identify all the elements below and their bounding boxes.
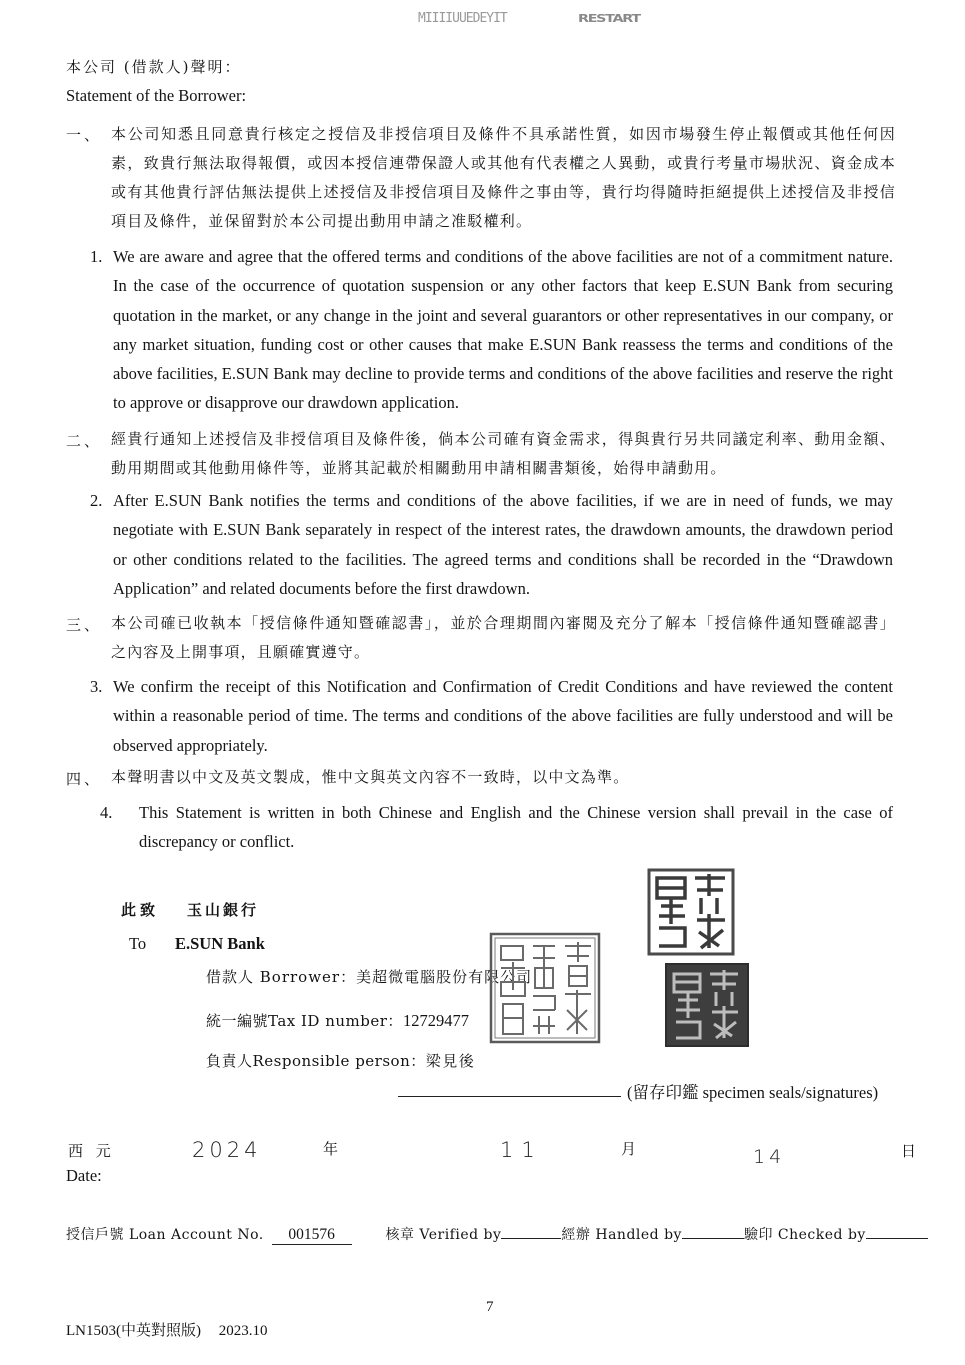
date-day-handwritten: 14 [753,1146,786,1168]
footer-verification-row [66,1224,928,1245]
tax-id-label: 統一編號Tax ID number： [206,1012,403,1030]
responsible-person-row [206,1050,475,1071]
checked-by-label: 驗印 Checked by [743,1227,866,1243]
loan-account-label: 授信戶號 Loan Account No. [66,1227,264,1243]
date-year-label: 年 [323,1140,340,1158]
declaration-title-en: Statement of the Borrower: [66,86,247,105]
tax-id-row [206,1010,469,1031]
specimen-seal-lower [664,962,750,1048]
clause-4-text-zh: 本聲明書以中文及英文製成，惟中文與英文內容不一致時，以中文為準。 [111,768,630,786]
declaration-title-zh: 本公司 (借款人)聲明： [66,58,242,76]
form-code [66,1319,268,1340]
checked-by-blank [866,1225,928,1239]
handled-by-blank [682,1225,744,1239]
clause-2-text-zh: 經貴行通知上述授信及非授信項目及條件後，倘本公司確有資金需求，得與貴行另共同議定利率、動用金額、動用期間或其他動用條件等，並將其記載於相關動用申請相關書類後，始得申請動用。 [111,430,896,477]
borrower-row [206,966,532,987]
addressee-bank-en: E.SUN Bank [175,934,265,953]
clause-4-number-en: 4. [100,803,113,822]
borrower-label: 借款人 Borrower： [206,968,357,986]
header-scan-mark-right: RESTART [578,12,640,25]
clause-3-text-zh: 本公司確已收執本「授信條件通知暨確認書」，並於合理期間內審閱及充分了解本「授信條件通知暨確認書」之內容及上開事項，且願確實遵守。 [111,614,896,661]
date-day-label: 日 [901,1142,918,1160]
date-year-handwritten: 2024 [192,1138,262,1162]
responsible-person-label: 負責人Responsible person： [206,1052,426,1070]
form-code-id: LN1503(中英對照版) [66,1323,201,1339]
tax-id-value: 12729477 [402,1011,469,1030]
borrower-name: 美超微電腦股份有限公司 [356,968,533,986]
clause-4-text-en: This Statement is written in both Chinese and English and the Chinese version shall prevail in the case of discrepancy or conflict. [139,803,893,852]
date-label-en: Date: [66,1166,102,1185]
clause-4-number-zh: 四、 [66,770,103,788]
addressee-to-en: To [129,934,147,953]
addressee-bank-zh: 玉山銀行 [187,901,260,919]
specimen-seal-caption: (留存印鑑 specimen seals/signatures) [627,1083,879,1102]
clause-1-text-zh: 本公司知悉且同意貴行核定之授信及非授信項目及條件不具承諾性質，如因市場發生停止報價或其他任何因素，致貴行無法取得報價，或因本授信連帶保證人或其他有代表權之人異動，或貴行考量市場狀況、資金成本或有其他貴行評估無法提供上述授信及非授信項目及條件之事由等，貴行均得隨時拒絕提供上述授信及非授信項目及條件，並保留對於本公司提出動用申請之准駁權利。 [111,125,896,230]
clause-1-number-en: 1. [90,247,103,266]
clause-3-number-en: 3. [90,677,103,696]
clause-3-text-en: We confirm the receipt of this Notification and Confirmation of Credit Conditions and have reviewed the content within a reasonable period of time. The terms and conditions of the above facilities are fully understood and will be observed appropriately. [113,677,893,755]
form-code-date: 2023.10 [218,1323,268,1339]
addressee-to-zh: 此致 [121,901,160,919]
date-month-handwritten: 11 [500,1138,543,1162]
company-seal [489,932,601,1044]
specimen-seal-upper [647,868,735,956]
clause-2-number-en: 2. [90,491,103,510]
verified-by-label: 核章 Verified by [385,1227,502,1243]
loan-account-value: 001576 [272,1226,352,1245]
responsible-person-value: 梁見後 [425,1052,476,1070]
header-scan-mark-left: MIIIIUUEDEYIT [418,11,507,26]
date-month-label: 月 [621,1140,638,1158]
page-number: 7 [486,1299,494,1315]
verified-by-blank [501,1225,561,1239]
clause-3-number-zh: 三、 [66,616,103,634]
signature-line [398,1096,621,1097]
handled-by-label: 經辦 Handled by [561,1227,682,1243]
date-prefix-zh: 西 元 [68,1142,115,1160]
clause-1-number-zh: 一、 [66,126,103,144]
clause-2-number-zh: 二、 [66,432,103,450]
clause-1-text-en: We are aware and agree that the offered terms and conditions of the above facilities are not of a commitment nature. In the case of the occurrence of quotation suspension or any other factors that keep E.SUN Bank from securing quotation in the market, or any change in the joint and several guarantors or other representatives in our company, or any market situation, funding cost or other causes that make E.SUN Bank reassess the terms and conditions of the above facilities, E.SUN Bank may decline to provide terms and conditions of the above facilities and reserve the right to approve or disapprove our drawdown application. [113,247,893,413]
clause-2-text-en: After E.SUN Bank notifies the terms and conditions of the above facilities, if we are in need of funds, we may negotiate with E.SUN Bank separately in respect of the interest rates, the drawdown amounts, the drawdown period or other conditions related to the facilities. The agreed terms and conditions shall be recorded in the “Drawdown Application” and related documents before the first drawdown. [113,491,893,598]
